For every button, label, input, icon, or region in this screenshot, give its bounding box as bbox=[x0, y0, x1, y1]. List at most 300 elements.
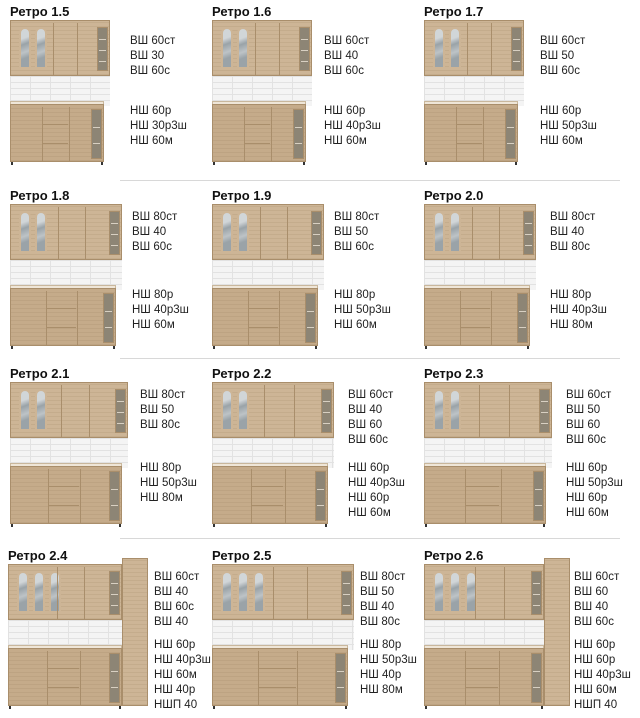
upper-module-list bbox=[360, 570, 405, 630]
lower-module-item: НШ 40р3ш bbox=[574, 669, 631, 681]
door-divider bbox=[57, 567, 58, 619]
upper-module-list bbox=[154, 570, 199, 630]
lower-module-list bbox=[574, 638, 631, 713]
cabinet-leg bbox=[11, 524, 13, 527]
upper-module-item: ВШ 80ст bbox=[132, 211, 178, 223]
glass-door bbox=[237, 27, 249, 69]
door-divider bbox=[77, 23, 78, 75]
door-divider bbox=[467, 23, 468, 75]
door-divider bbox=[479, 385, 480, 437]
open-shelf bbox=[115, 389, 126, 433]
lower-module-item: НШ 60р bbox=[324, 105, 366, 117]
glass-door bbox=[237, 571, 249, 613]
base-cabinets bbox=[10, 104, 104, 162]
cabinet-leg bbox=[515, 162, 517, 165]
upper-cabinets bbox=[212, 382, 334, 438]
card-title: Ретро 1.7 bbox=[424, 4, 484, 19]
lower-module-item: НШ 30р3ш bbox=[130, 120, 187, 132]
lower-module-item: НШ 50р3ш bbox=[140, 477, 197, 489]
cabinet-leg bbox=[425, 162, 427, 165]
tall-cabinet bbox=[544, 558, 570, 706]
cabinet-leg bbox=[325, 524, 327, 527]
upper-module-item: ВШ 50 bbox=[566, 404, 601, 416]
lower-module-item: НШ 60м bbox=[348, 507, 391, 519]
drawer-line bbox=[245, 124, 270, 125]
open-shelf bbox=[531, 571, 542, 615]
catalog-card[interactable] bbox=[212, 548, 430, 718]
upper-module-item: ВШ 80ст bbox=[334, 211, 380, 223]
upper-cabinets bbox=[212, 204, 324, 260]
lower-module-item: НШП 40 bbox=[154, 699, 198, 711]
door-divider bbox=[483, 107, 484, 161]
door-divider bbox=[47, 651, 48, 705]
glass-door bbox=[449, 211, 461, 253]
kitchen-illustration bbox=[212, 204, 324, 354]
lower-module-item: НШ 50р3ш bbox=[540, 120, 597, 132]
glass-door bbox=[35, 389, 47, 431]
door-divider bbox=[244, 107, 245, 161]
corner-shelf bbox=[531, 653, 542, 703]
open-shelf bbox=[523, 211, 534, 255]
upper-module-item: ВШ 40 bbox=[574, 601, 609, 613]
upper-module-item: ВШ 40 bbox=[550, 226, 585, 238]
lower-module-item: НШП 40 bbox=[574, 699, 618, 711]
card-title: Ретро 1.8 bbox=[10, 188, 70, 203]
upper-module-item: ВШ 60с bbox=[574, 616, 614, 628]
lower-module-item: НШ 60р bbox=[130, 105, 172, 117]
upper-module-item: ВШ 30 bbox=[130, 50, 165, 62]
corner-shelf bbox=[109, 471, 120, 521]
glass-door bbox=[449, 27, 461, 69]
upper-module-item: ВШ 50 bbox=[140, 404, 175, 416]
corner-shelf bbox=[335, 653, 346, 703]
lower-module-item: НШ 40р3ш bbox=[154, 654, 211, 666]
door-divider bbox=[499, 207, 500, 259]
glass-door bbox=[433, 27, 445, 69]
drawer-line bbox=[43, 124, 68, 125]
upper-module-list bbox=[540, 34, 585, 79]
corner-shelf bbox=[533, 471, 544, 521]
upper-module-list bbox=[130, 34, 175, 79]
upper-module-item: ВШ 50 bbox=[334, 226, 369, 238]
upper-cabinets bbox=[212, 20, 312, 76]
card-title: Ретро 2.1 bbox=[10, 366, 70, 381]
drawer-line bbox=[252, 505, 283, 506]
door-divider bbox=[89, 385, 90, 437]
lower-module-list bbox=[550, 288, 607, 333]
door-divider bbox=[279, 23, 280, 75]
lower-module-item: НШ 60р bbox=[540, 105, 582, 117]
base-cabinets bbox=[424, 648, 544, 706]
cabinet-leg bbox=[213, 524, 215, 527]
lower-module-item: НШ 50р3ш bbox=[566, 477, 623, 489]
glass-door bbox=[33, 571, 45, 613]
upper-module-item: ВШ 80ст bbox=[140, 389, 186, 401]
lower-module-item: НШ 80р bbox=[334, 289, 376, 301]
kitchen-illustration bbox=[10, 20, 110, 170]
kitchen-illustration bbox=[212, 382, 334, 532]
lower-module-item: НШ 60м bbox=[132, 319, 175, 331]
door-divider bbox=[460, 291, 461, 345]
upper-module-item: ВШ 60ст bbox=[348, 389, 394, 401]
catalog-card[interactable] bbox=[212, 366, 418, 536]
catalog-card[interactable] bbox=[10, 4, 200, 174]
door-divider bbox=[509, 385, 510, 437]
glass-door bbox=[221, 27, 233, 69]
lower-module-item: НШ 40р3ш bbox=[132, 304, 189, 316]
glass-door bbox=[19, 211, 31, 253]
drawer-line bbox=[466, 486, 499, 487]
row-separator bbox=[120, 358, 620, 359]
glass-door bbox=[17, 571, 29, 613]
lower-module-list bbox=[334, 288, 391, 333]
upper-module-item: ВШ 40 bbox=[154, 616, 189, 628]
card-title: Ретро 1.5 bbox=[10, 4, 70, 19]
kitchen-illustration bbox=[424, 382, 552, 532]
door-divider bbox=[53, 23, 54, 75]
door-divider bbox=[307, 567, 308, 619]
drawer-line bbox=[47, 308, 76, 309]
lower-module-item: НШ 80м bbox=[550, 319, 593, 331]
catalog-card[interactable] bbox=[424, 548, 640, 718]
base-cabinets bbox=[212, 648, 348, 706]
base-cabinets bbox=[8, 648, 122, 706]
card-title: Ретро 2.0 bbox=[424, 188, 484, 203]
glass-door bbox=[433, 571, 445, 613]
cabinet-leg bbox=[11, 346, 13, 349]
upper-module-item: ВШ 80ст bbox=[550, 211, 596, 223]
catalog-card[interactable] bbox=[10, 366, 210, 536]
base-cabinets bbox=[10, 466, 122, 524]
upper-cabinets bbox=[424, 204, 536, 260]
upper-cabinets bbox=[424, 564, 544, 620]
upper-module-item: ВШ 60с bbox=[130, 65, 170, 77]
upper-cabinets bbox=[10, 204, 122, 260]
corner-shelf bbox=[293, 109, 304, 159]
drawer-line bbox=[49, 486, 79, 487]
lower-module-item: НШ 80р bbox=[550, 289, 592, 301]
lower-module-item: НШ 40р bbox=[154, 684, 196, 696]
lower-module-list bbox=[324, 104, 381, 149]
kitchen-illustration bbox=[10, 382, 128, 532]
glass-door bbox=[221, 571, 233, 613]
corner-shelf bbox=[315, 471, 326, 521]
kitchen-illustration bbox=[424, 20, 524, 170]
door-divider bbox=[287, 207, 288, 259]
upper-module-item: ВШ 60с bbox=[348, 434, 388, 446]
door-divider bbox=[297, 651, 298, 705]
door-divider bbox=[255, 23, 256, 75]
door-divider bbox=[501, 469, 502, 523]
upper-module-list bbox=[140, 388, 185, 433]
door-divider bbox=[271, 107, 272, 161]
upper-module-item: ВШ 40 bbox=[360, 601, 395, 613]
cabinet-leg bbox=[527, 346, 529, 349]
cabinet-leg bbox=[543, 524, 545, 527]
kitchen-illustration bbox=[10, 204, 122, 354]
catalog-card[interactable] bbox=[212, 188, 404, 358]
door-divider bbox=[264, 385, 265, 437]
door-divider bbox=[273, 567, 274, 619]
lower-module-list bbox=[140, 461, 197, 506]
kitchen-illustration bbox=[212, 20, 312, 170]
row-separator bbox=[120, 538, 620, 539]
upper-module-item: ВШ 60 bbox=[566, 419, 601, 431]
open-shelf bbox=[511, 27, 522, 71]
lower-module-item: НШ 60м bbox=[324, 135, 367, 147]
kitchen-illustration bbox=[8, 564, 148, 714]
upper-cabinets bbox=[10, 382, 128, 438]
glass-door bbox=[221, 389, 233, 431]
card-title: Ретро 1.6 bbox=[212, 4, 272, 19]
base-cabinets bbox=[424, 288, 530, 346]
base-cabinets bbox=[212, 466, 328, 524]
cabinet-leg bbox=[315, 346, 317, 349]
cabinet-leg bbox=[113, 346, 115, 349]
lower-module-item: НШ 40р bbox=[360, 669, 402, 681]
card-title: Ретро 2.3 bbox=[424, 366, 484, 381]
open-shelf bbox=[321, 389, 332, 433]
lower-module-list bbox=[132, 288, 189, 333]
drawer-line bbox=[47, 327, 76, 328]
upper-module-list bbox=[348, 388, 393, 448]
lower-module-list bbox=[348, 461, 405, 521]
door-divider bbox=[475, 567, 476, 619]
cabinet-leg bbox=[213, 346, 215, 349]
card-title: Ретро 2.2 bbox=[212, 366, 272, 381]
lower-module-item: НШ 60р bbox=[566, 492, 608, 504]
drawer-line bbox=[249, 327, 278, 328]
door-divider bbox=[251, 469, 252, 523]
open-shelf bbox=[299, 27, 310, 71]
open-shelf bbox=[341, 571, 352, 615]
open-shelf bbox=[97, 27, 108, 71]
upper-module-item: ВШ 50 bbox=[540, 50, 575, 62]
door-divider bbox=[77, 291, 78, 345]
drawer-line bbox=[49, 505, 79, 506]
upper-cabinets bbox=[8, 564, 122, 620]
lower-module-item: НШ 60р bbox=[574, 654, 616, 666]
catalog-card[interactable] bbox=[10, 188, 202, 358]
card-title: Ретро 1.9 bbox=[212, 188, 272, 203]
open-shelf bbox=[311, 211, 322, 255]
lower-module-item: НШ 80р bbox=[132, 289, 174, 301]
door-divider bbox=[84, 567, 85, 619]
drawer-line bbox=[461, 327, 490, 328]
card-title: Ретро 2.4 bbox=[8, 548, 68, 563]
door-divider bbox=[248, 291, 249, 345]
upper-module-item: ВШ 40 bbox=[154, 586, 189, 598]
lower-module-list bbox=[130, 104, 187, 149]
door-divider bbox=[58, 207, 59, 259]
door-divider bbox=[491, 291, 492, 345]
door-divider bbox=[499, 651, 500, 705]
glass-door bbox=[253, 571, 265, 613]
glass-door bbox=[19, 27, 31, 69]
open-shelf bbox=[539, 389, 550, 433]
upper-module-item: ВШ 60ст bbox=[324, 35, 370, 47]
upper-cabinets bbox=[424, 20, 524, 76]
catalog-card[interactable] bbox=[424, 4, 610, 174]
lower-module-list bbox=[566, 461, 623, 521]
lower-module-list bbox=[360, 638, 417, 698]
door-divider bbox=[504, 567, 505, 619]
door-divider bbox=[294, 385, 295, 437]
lower-module-item: НШ 60м bbox=[574, 684, 617, 696]
lower-module-item: НШ 60р bbox=[574, 639, 616, 651]
lower-module-item: НШ 40р3ш bbox=[348, 477, 405, 489]
upper-module-item: ВШ 80с bbox=[360, 616, 400, 628]
base-cabinets bbox=[424, 104, 518, 162]
row-separator bbox=[120, 180, 620, 181]
drawer-line bbox=[466, 505, 499, 506]
upper-cabinets bbox=[424, 382, 552, 438]
lower-module-item: НШ 40р3ш bbox=[324, 120, 381, 132]
drawer-line bbox=[259, 668, 296, 669]
lower-module-item: НШ 80р bbox=[140, 462, 182, 474]
door-divider bbox=[48, 469, 49, 523]
upper-module-item: ВШ 60 bbox=[348, 419, 383, 431]
upper-module-item: ВШ 60ст bbox=[574, 571, 620, 583]
door-divider bbox=[61, 385, 62, 437]
drawer-line bbox=[461, 308, 490, 309]
upper-cabinets bbox=[10, 20, 110, 76]
drawer-line bbox=[48, 687, 79, 688]
drawer-line bbox=[466, 687, 498, 688]
cabinet-leg bbox=[11, 162, 13, 165]
lower-module-item: НШ 50р3ш bbox=[334, 304, 391, 316]
glass-door bbox=[221, 211, 233, 253]
catalog-card[interactable] bbox=[424, 188, 620, 358]
door-divider bbox=[260, 207, 261, 259]
upper-module-item: ВШ 40 bbox=[348, 404, 383, 416]
corner-shelf bbox=[109, 653, 120, 703]
door-divider bbox=[42, 107, 43, 161]
catalog-card[interactable] bbox=[212, 4, 394, 174]
catalog-card[interactable] bbox=[8, 548, 224, 718]
base-cabinets bbox=[424, 466, 546, 524]
lower-module-item: НШ 60р bbox=[566, 462, 608, 474]
drawer-line bbox=[466, 668, 498, 669]
kitchen-illustration bbox=[424, 204, 536, 354]
drawer-line bbox=[457, 124, 482, 125]
door-divider bbox=[465, 651, 466, 705]
upper-module-item: ВШ 60с bbox=[132, 241, 172, 253]
glass-door bbox=[449, 571, 461, 613]
door-divider bbox=[456, 107, 457, 161]
base-cabinets bbox=[212, 104, 306, 162]
glass-door bbox=[237, 211, 249, 253]
lower-module-item: НШ 60м bbox=[130, 135, 173, 147]
lower-module-item: НШ 50р3ш bbox=[360, 654, 417, 666]
corner-shelf bbox=[305, 293, 316, 343]
lower-module-item: НШ 60м bbox=[540, 135, 583, 147]
drawer-line bbox=[43, 143, 68, 144]
cabinet-leg bbox=[425, 346, 427, 349]
upper-module-list bbox=[334, 210, 379, 255]
cabinet-leg bbox=[303, 162, 305, 165]
upper-cabinets bbox=[212, 564, 354, 620]
glass-door bbox=[35, 211, 47, 253]
door-divider bbox=[258, 651, 259, 705]
open-shelf bbox=[109, 571, 120, 615]
upper-module-item: ВШ 40 bbox=[324, 50, 359, 62]
upper-module-item: ВШ 60ст bbox=[130, 35, 176, 47]
open-shelf bbox=[109, 211, 120, 255]
cabinet-leg bbox=[119, 524, 121, 527]
upper-module-item: ВШ 40 bbox=[132, 226, 167, 238]
door-divider bbox=[279, 291, 280, 345]
upper-module-item: ВШ 60с bbox=[566, 434, 606, 446]
glass-door bbox=[237, 389, 249, 431]
corner-shelf bbox=[505, 109, 516, 159]
glass-door bbox=[433, 389, 445, 431]
cabinet-leg bbox=[101, 162, 103, 165]
upper-module-list bbox=[132, 210, 177, 255]
upper-module-item: ВШ 60с bbox=[154, 601, 194, 613]
lower-module-item: НШ 60р bbox=[348, 492, 390, 504]
glass-door bbox=[433, 211, 445, 253]
drawer-line bbox=[245, 143, 270, 144]
lower-module-item: НШ 60м bbox=[334, 319, 377, 331]
card-title: Ретро 2.5 bbox=[212, 548, 272, 563]
lower-module-item: НШ 60р bbox=[348, 462, 390, 474]
drawer-line bbox=[249, 308, 278, 309]
upper-module-item: ВШ 60 bbox=[574, 586, 609, 598]
door-divider bbox=[69, 107, 70, 161]
lower-module-item: НШ 80м bbox=[140, 492, 183, 504]
upper-module-item: ВШ 60ст bbox=[566, 389, 612, 401]
upper-module-item: ВШ 80ст bbox=[360, 571, 406, 583]
lower-module-item: НШ 60м bbox=[566, 507, 609, 519]
drawer-line bbox=[259, 687, 296, 688]
upper-module-list bbox=[324, 34, 369, 79]
upper-module-list bbox=[574, 570, 619, 630]
glass-door bbox=[19, 389, 31, 431]
upper-module-list bbox=[550, 210, 595, 255]
door-divider bbox=[46, 291, 47, 345]
lower-module-item: НШ 60м bbox=[154, 669, 197, 681]
upper-module-item: ВШ 60ст bbox=[540, 35, 586, 47]
upper-module-item: ВШ 60с bbox=[334, 241, 374, 253]
lower-module-list bbox=[154, 638, 211, 713]
door-divider bbox=[80, 651, 81, 705]
door-divider bbox=[285, 469, 286, 523]
upper-module-item: ВШ 60ст bbox=[154, 571, 200, 583]
lower-module-item: НШ 80м bbox=[360, 684, 403, 696]
cabinet-leg bbox=[213, 162, 215, 165]
upper-module-item: ВШ 80с bbox=[140, 419, 180, 431]
upper-module-list bbox=[566, 388, 611, 448]
base-cabinets bbox=[10, 288, 116, 346]
kitchen-illustration bbox=[424, 564, 570, 714]
lower-module-item: НШ 60р bbox=[154, 639, 196, 651]
door-divider bbox=[80, 469, 81, 523]
card-title: Ретро 2.6 bbox=[424, 548, 484, 563]
drawer-line bbox=[252, 486, 283, 487]
upper-module-item: ВШ 60с bbox=[540, 65, 580, 77]
glass-door bbox=[35, 27, 47, 69]
kitchen-illustration bbox=[212, 564, 354, 714]
catalog-card[interactable] bbox=[424, 366, 636, 536]
corner-shelf bbox=[91, 109, 102, 159]
lower-module-item: НШ 40р3ш bbox=[550, 304, 607, 316]
glass-door bbox=[449, 389, 461, 431]
base-cabinets bbox=[212, 288, 318, 346]
upper-module-item: ВШ 50 bbox=[360, 586, 395, 598]
upper-module-item: ВШ 80с bbox=[550, 241, 590, 253]
tall-cabinet bbox=[122, 558, 148, 706]
